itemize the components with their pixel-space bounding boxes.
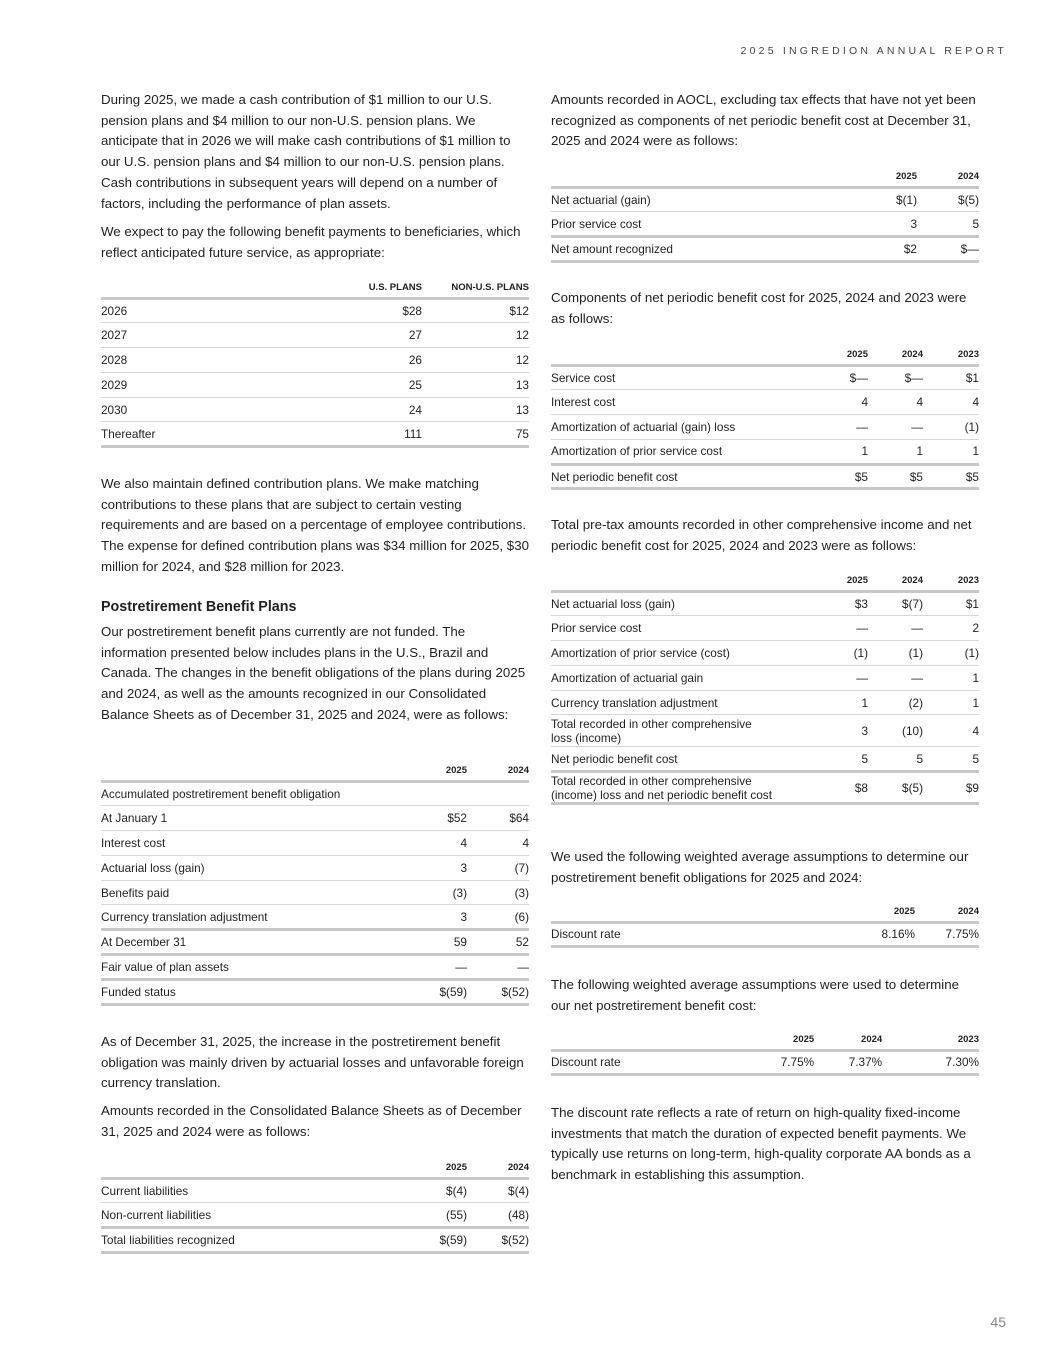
- data-table: [551, 1028, 979, 1076]
- column-header: [101, 1156, 405, 1178]
- cell-value: (1): [923, 415, 979, 440]
- cell-value: $3: [813, 591, 868, 616]
- column-header: [101, 759, 405, 781]
- cell-value: 1: [923, 690, 979, 715]
- section-heading: Postretirement Benefit Plans: [101, 599, 297, 615]
- table-header-row: [551, 900, 979, 922]
- row-label: 2027: [101, 323, 315, 348]
- row-label: Prior service cost: [551, 212, 855, 237]
- cell-value: 24: [315, 397, 422, 422]
- cell-value: 4: [813, 390, 868, 415]
- table-row: [551, 365, 979, 390]
- column-header: 2023: [923, 343, 979, 365]
- table-row: [551, 715, 979, 747]
- column-header: 2024: [915, 900, 979, 922]
- table-header-row: [551, 569, 979, 591]
- table-row: [551, 415, 979, 440]
- cell-value: 1: [923, 439, 979, 464]
- cell-value: $(59): [405, 979, 467, 1004]
- cell-value: 5: [868, 747, 923, 772]
- row-label: Funded status: [101, 979, 405, 1004]
- row-label: Net periodic benefit cost: [551, 464, 813, 489]
- cell-value: $64: [467, 806, 529, 831]
- cell-value: (3): [467, 880, 529, 905]
- cell-value: $—: [868, 365, 923, 390]
- paragraph: Components of net periodic benefit cost for 2025, 2024 and 2023 were as follows:: [551, 290, 967, 326]
- column-header: 2023: [923, 569, 979, 591]
- data-table: [101, 759, 529, 1006]
- table-row: [551, 464, 979, 489]
- column-header: [551, 165, 855, 187]
- table-header-row: [551, 1028, 979, 1050]
- row-label: Net amount recognized: [551, 237, 855, 262]
- table-header-row: [101, 276, 529, 298]
- cell-value: $5: [923, 464, 979, 489]
- column-header: 2023: [882, 1028, 979, 1050]
- column-header: 2024: [467, 1156, 529, 1178]
- table-row: [101, 1203, 529, 1228]
- paragraph: The discount rate reflects a rate of return on high-quality fixed-income investments that match the duration of expected benefit payments. We typically use returns on long-term, high-quality corporate AA bonds as a benchmark in establishing this assumption.: [551, 1105, 971, 1183]
- report-header: 2025 INGREDION ANNUAL REPORT: [740, 45, 1007, 57]
- cell-value: (1): [813, 641, 868, 666]
- table-row: [101, 855, 529, 880]
- cell-value: 1: [923, 665, 979, 690]
- cell-value: (6): [467, 905, 529, 930]
- cell-value: 52: [467, 930, 529, 955]
- table-header-row: [551, 165, 979, 187]
- cell-value: (7): [467, 855, 529, 880]
- table-row: [101, 930, 529, 955]
- column-header: 2024: [868, 569, 923, 591]
- row-label: Thereafter: [101, 422, 315, 447]
- table-row: [101, 298, 529, 323]
- paragraph: We expect to pay the following benefit payments to beneficiaries, which reflect anticipated future service, as appropriate:: [101, 224, 521, 260]
- column-header: 2024: [467, 759, 529, 781]
- cell-value: 25: [315, 372, 422, 397]
- data-table: [101, 1156, 529, 1254]
- column-header: [551, 900, 853, 922]
- row-label: Net actuarial loss (gain): [551, 591, 813, 616]
- row-label: 2029: [101, 372, 315, 397]
- cell-value: 26: [315, 348, 422, 373]
- row-label: Net periodic benefit cost: [551, 747, 813, 772]
- cell-value: [405, 781, 467, 806]
- cell-value: 1: [813, 439, 868, 464]
- table-row: [551, 690, 979, 715]
- cell-value: 8.16%: [853, 922, 915, 947]
- cell-value: 1: [813, 690, 868, 715]
- column-header: U.S. PLANS: [315, 276, 422, 298]
- cell-value: —: [813, 415, 868, 440]
- row-label: 2026: [101, 298, 315, 323]
- cell-value: —: [813, 665, 868, 690]
- row-label: Total recorded in other comprehensive (income) loss and net periodic benefit cost: [551, 772, 813, 804]
- row-label: At January 1: [101, 806, 405, 831]
- table-row: [101, 955, 529, 980]
- cell-value: —: [868, 665, 923, 690]
- cell-value: 7.30%: [882, 1050, 979, 1075]
- data-table: [551, 343, 979, 490]
- cell-value: 12: [422, 323, 529, 348]
- table-row: [101, 781, 529, 806]
- column-header: 2025: [853, 900, 915, 922]
- table-row: [101, 831, 529, 856]
- table-row: [101, 323, 529, 348]
- table-tE: [551, 1028, 979, 1076]
- table-row: [551, 641, 979, 666]
- cell-value: $5: [813, 464, 868, 489]
- cell-value: (1): [923, 641, 979, 666]
- cell-value: 59: [405, 930, 467, 955]
- row-label: Current liabilities: [101, 1178, 405, 1203]
- cell-value: $5: [868, 464, 923, 489]
- column-header: [551, 569, 813, 591]
- table-tC: [551, 569, 979, 805]
- row-label: Currency translation adjustment: [101, 905, 405, 930]
- table-row: [101, 1228, 529, 1253]
- table-row: [101, 979, 529, 1004]
- cell-value: (55): [405, 1203, 467, 1228]
- cell-value: 3: [813, 715, 868, 747]
- cell-value: [467, 781, 529, 806]
- cell-value: 3: [405, 905, 467, 930]
- cell-value: $—: [917, 237, 979, 262]
- cell-value: $(52): [467, 1228, 529, 1253]
- column-header: 2025: [405, 1156, 467, 1178]
- row-label: Amortization of prior service (cost): [551, 641, 813, 666]
- table-row: [551, 439, 979, 464]
- table-row: [551, 922, 979, 947]
- column-header: [101, 276, 315, 298]
- data-table: [101, 276, 529, 448]
- row-label: Interest cost: [551, 390, 813, 415]
- cell-value: (3): [405, 880, 467, 905]
- column-header: 2025: [752, 1028, 814, 1050]
- cell-value: 4: [923, 715, 979, 747]
- row-label: Accumulated postretirement benefit obligation: [101, 781, 405, 806]
- table-row: [101, 905, 529, 930]
- paragraph: The following weighted average assumptions were used to determine our net postretirement benefit cost:: [551, 977, 960, 1013]
- paragraph: Amounts recorded in the Consolidated Balance Sheets as of December 31, 2025 and 2024 were as follows:: [101, 1103, 522, 1139]
- paragraph: During 2025, we made a cash contribution of $1 million to our U.S. pension plans and $4 million to our non-U.S. pension plans. We anticipate that in 2026 we will make cash contributions of $1 million to our U.S. pension plans and $4 million to our non-U.S. pension plans. Cash contributions in subsequent years will depend on a number of factors, including the performance of plan assets.: [101, 92, 511, 211]
- table-row: [551, 1050, 979, 1075]
- table-row: [101, 806, 529, 831]
- table-row: [551, 187, 979, 212]
- table-row: [101, 1178, 529, 1203]
- cell-value: $8: [813, 772, 868, 804]
- paragraph: We also maintain defined contribution plans. We make matching contributions to these plans that are subject to certain vesting requirements and are based on a percentage of employee contributions. The expense for defined contribution plans was $34 million for 2025, $30 million for 2024, and $28 million for 2023.: [101, 476, 529, 574]
- table-header-row: [551, 343, 979, 365]
- cell-value: 4: [868, 390, 923, 415]
- column-header: 2025: [855, 165, 917, 187]
- column-header: 2024: [868, 343, 923, 365]
- table-row: [101, 422, 529, 447]
- column-header: NON-U.S. PLANS: [422, 276, 529, 298]
- table-row: [101, 372, 529, 397]
- cell-value: 3: [855, 212, 917, 237]
- cell-value: (10): [868, 715, 923, 747]
- cell-value: $2: [855, 237, 917, 262]
- cell-value: —: [813, 616, 868, 641]
- column-header: 2025: [813, 343, 868, 365]
- cell-value: 12: [422, 348, 529, 373]
- cell-value: 13: [422, 397, 529, 422]
- table-row: [551, 591, 979, 616]
- row-label: Amortization of actuarial gain: [551, 665, 813, 690]
- table-row: [551, 665, 979, 690]
- cell-value: (1): [868, 641, 923, 666]
- paragraph: Amounts recorded in AOCL, excluding tax effects that have not yet been recognized as components of net periodic benefit cost at December 31, 2025 and 2024 were as follows:: [551, 92, 976, 149]
- row-label: Non-current liabilities: [101, 1203, 405, 1228]
- cell-value: 7.37%: [814, 1050, 882, 1075]
- table-row: [551, 772, 979, 804]
- cell-value: $(59): [405, 1228, 467, 1253]
- table-row: [551, 390, 979, 415]
- cell-value: 5: [917, 212, 979, 237]
- cell-value: $(52): [467, 979, 529, 1004]
- cell-value: 13: [422, 372, 529, 397]
- cell-value: $(5): [868, 772, 923, 804]
- table-row: [551, 616, 979, 641]
- cell-value: (2): [868, 690, 923, 715]
- cell-value: $12: [422, 298, 529, 323]
- cell-value: $1: [923, 365, 979, 390]
- cell-value: $9: [923, 772, 979, 804]
- cell-value: —: [868, 415, 923, 440]
- page-number: 45: [990, 1314, 1006, 1330]
- row-label: 2030: [101, 397, 315, 422]
- cell-value: $(1): [855, 187, 917, 212]
- table-row: [101, 880, 529, 905]
- cell-value: 7.75%: [752, 1050, 814, 1075]
- row-label: Net actuarial (gain): [551, 187, 855, 212]
- row-label: Total recorded in other comprehensive loss (income): [551, 715, 813, 747]
- paragraph: We used the following weighted average assumptions to determine our postretirement benefit obligations for 2025 and 2024:: [551, 849, 969, 885]
- paragraph: Our postretirement benefit plans currently are not funded. The information presented below includes plans in the U.S., Brazil and Canada. The changes in the benefit obligations of the plans during 2025 and 2024, as well as the amounts recognized in our Consolidated Balance Sheets as of December 31, 2025 and 2024, were as follows:: [101, 624, 526, 722]
- column-header: 2025: [813, 569, 868, 591]
- row-label: Discount rate: [551, 1050, 752, 1075]
- cell-value: (48): [467, 1203, 529, 1228]
- column-header: 2025: [405, 759, 467, 781]
- row-label: Prior service cost: [551, 616, 813, 641]
- cell-value: 75: [422, 422, 529, 447]
- cell-value: 3: [405, 855, 467, 880]
- row-label: Benefits paid: [101, 880, 405, 905]
- row-label: Interest cost: [101, 831, 405, 856]
- column-header: 2024: [917, 165, 979, 187]
- table-row: [551, 747, 979, 772]
- cell-value: 4: [467, 831, 529, 856]
- row-label: Amortization of prior service cost: [551, 439, 813, 464]
- cell-value: $(5): [917, 187, 979, 212]
- table-header-row: [101, 1156, 529, 1178]
- cell-value: —: [868, 616, 923, 641]
- row-label: At December 31: [101, 930, 405, 955]
- cell-value: 111: [315, 422, 422, 447]
- cell-value: $52: [405, 806, 467, 831]
- table-row: [551, 237, 979, 262]
- data-table: [551, 165, 979, 263]
- data-table: [551, 569, 979, 805]
- cell-value: $(4): [405, 1178, 467, 1203]
- paragraph: As of December 31, 2025, the increase in the postretirement benefit obligation was mainly driven by actuarial losses and unfavorable foreign currency translation.: [101, 1034, 524, 1091]
- column-header: [551, 1028, 752, 1050]
- row-label: Total liabilities recognized: [101, 1228, 405, 1253]
- table-header-row: [101, 759, 529, 781]
- table-t1: [101, 276, 529, 448]
- cell-value: —: [467, 955, 529, 980]
- table-row: [551, 212, 979, 237]
- cell-value: $(4): [467, 1178, 529, 1203]
- row-label: Fair value of plan assets: [101, 955, 405, 980]
- table-tD: [551, 900, 979, 948]
- row-label: Actuarial loss (gain): [101, 855, 405, 880]
- cell-value: 4: [405, 831, 467, 856]
- cell-value: 2: [923, 616, 979, 641]
- row-label: Discount rate: [551, 922, 853, 947]
- cell-value: $—: [813, 365, 868, 390]
- column-header: 2024: [814, 1028, 882, 1050]
- row-label: 2028: [101, 348, 315, 373]
- cell-value: $(7): [868, 591, 923, 616]
- cell-value: 5: [923, 747, 979, 772]
- table-tA: [551, 165, 979, 263]
- table-t2: [101, 759, 529, 1006]
- data-table: [551, 900, 979, 948]
- column-header: [551, 343, 813, 365]
- cell-value: $28: [315, 298, 422, 323]
- cell-value: 1: [868, 439, 923, 464]
- cell-value: $1: [923, 591, 979, 616]
- table-row: [101, 348, 529, 373]
- cell-value: 27: [315, 323, 422, 348]
- table-t3: [101, 1156, 529, 1254]
- table-row: [101, 397, 529, 422]
- table-tB: [551, 343, 979, 490]
- cell-value: 4: [923, 390, 979, 415]
- row-label: Amortization of actuarial (gain) loss: [551, 415, 813, 440]
- paragraph: Total pre-tax amounts recorded in other comprehensive income and net periodic benefit cost for 2025, 2024 and 2023 were as follows:: [551, 517, 972, 553]
- row-label: Service cost: [551, 365, 813, 390]
- cell-value: —: [405, 955, 467, 980]
- cell-value: 5: [813, 747, 868, 772]
- row-label: Currency translation adjustment: [551, 690, 813, 715]
- cell-value: 7.75%: [915, 922, 979, 947]
